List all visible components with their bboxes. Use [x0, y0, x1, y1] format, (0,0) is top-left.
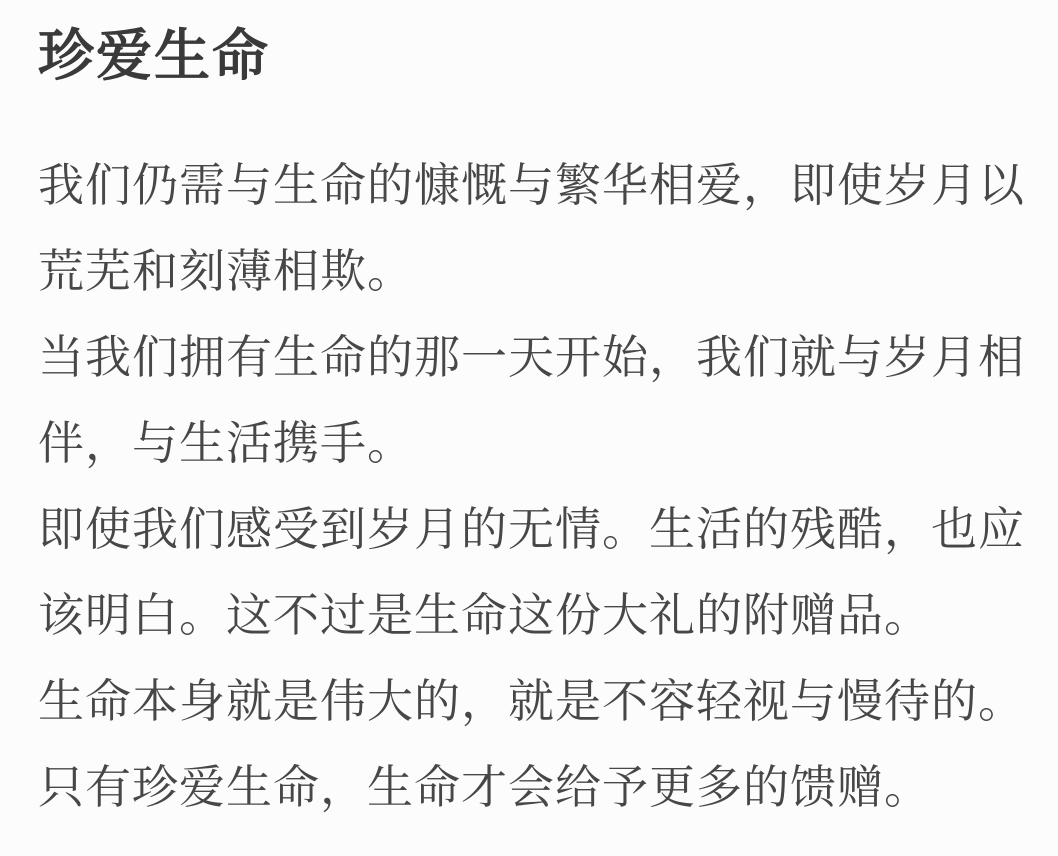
text-line: 只有珍爱生命，生命才会给予更多的馈赠。	[38, 761, 931, 813]
body-text	[38, 142, 1025, 830]
text-line: 生命本身就是伟大的，就是不容轻视与慢待的。	[38, 675, 1025, 727]
paragraph-2	[38, 314, 1025, 486]
paragraph-3	[38, 486, 1025, 658]
text-line: 当我们拥有生命的那一天开始，我们就与岁月相	[38, 331, 1025, 383]
paragraph-4	[38, 658, 1025, 744]
text-line: 即使我们感受到岁月的无情。生活的残酷，也应	[38, 503, 1025, 555]
text-line: 荒芜和刻薄相欺。	[38, 245, 414, 297]
text-line: 伴，与生活携手。	[38, 417, 414, 469]
page-title: 珍爱生命	[38, 24, 270, 87]
paragraph-5	[38, 744, 1022, 830]
text-line: 我们仍需与生命的慷慨与繁华相爱，即使岁月以	[38, 159, 1025, 211]
paragraph-1	[38, 142, 1025, 314]
text-line: 该明白。这不过是生命这份大礼的附赠品。	[38, 589, 931, 641]
